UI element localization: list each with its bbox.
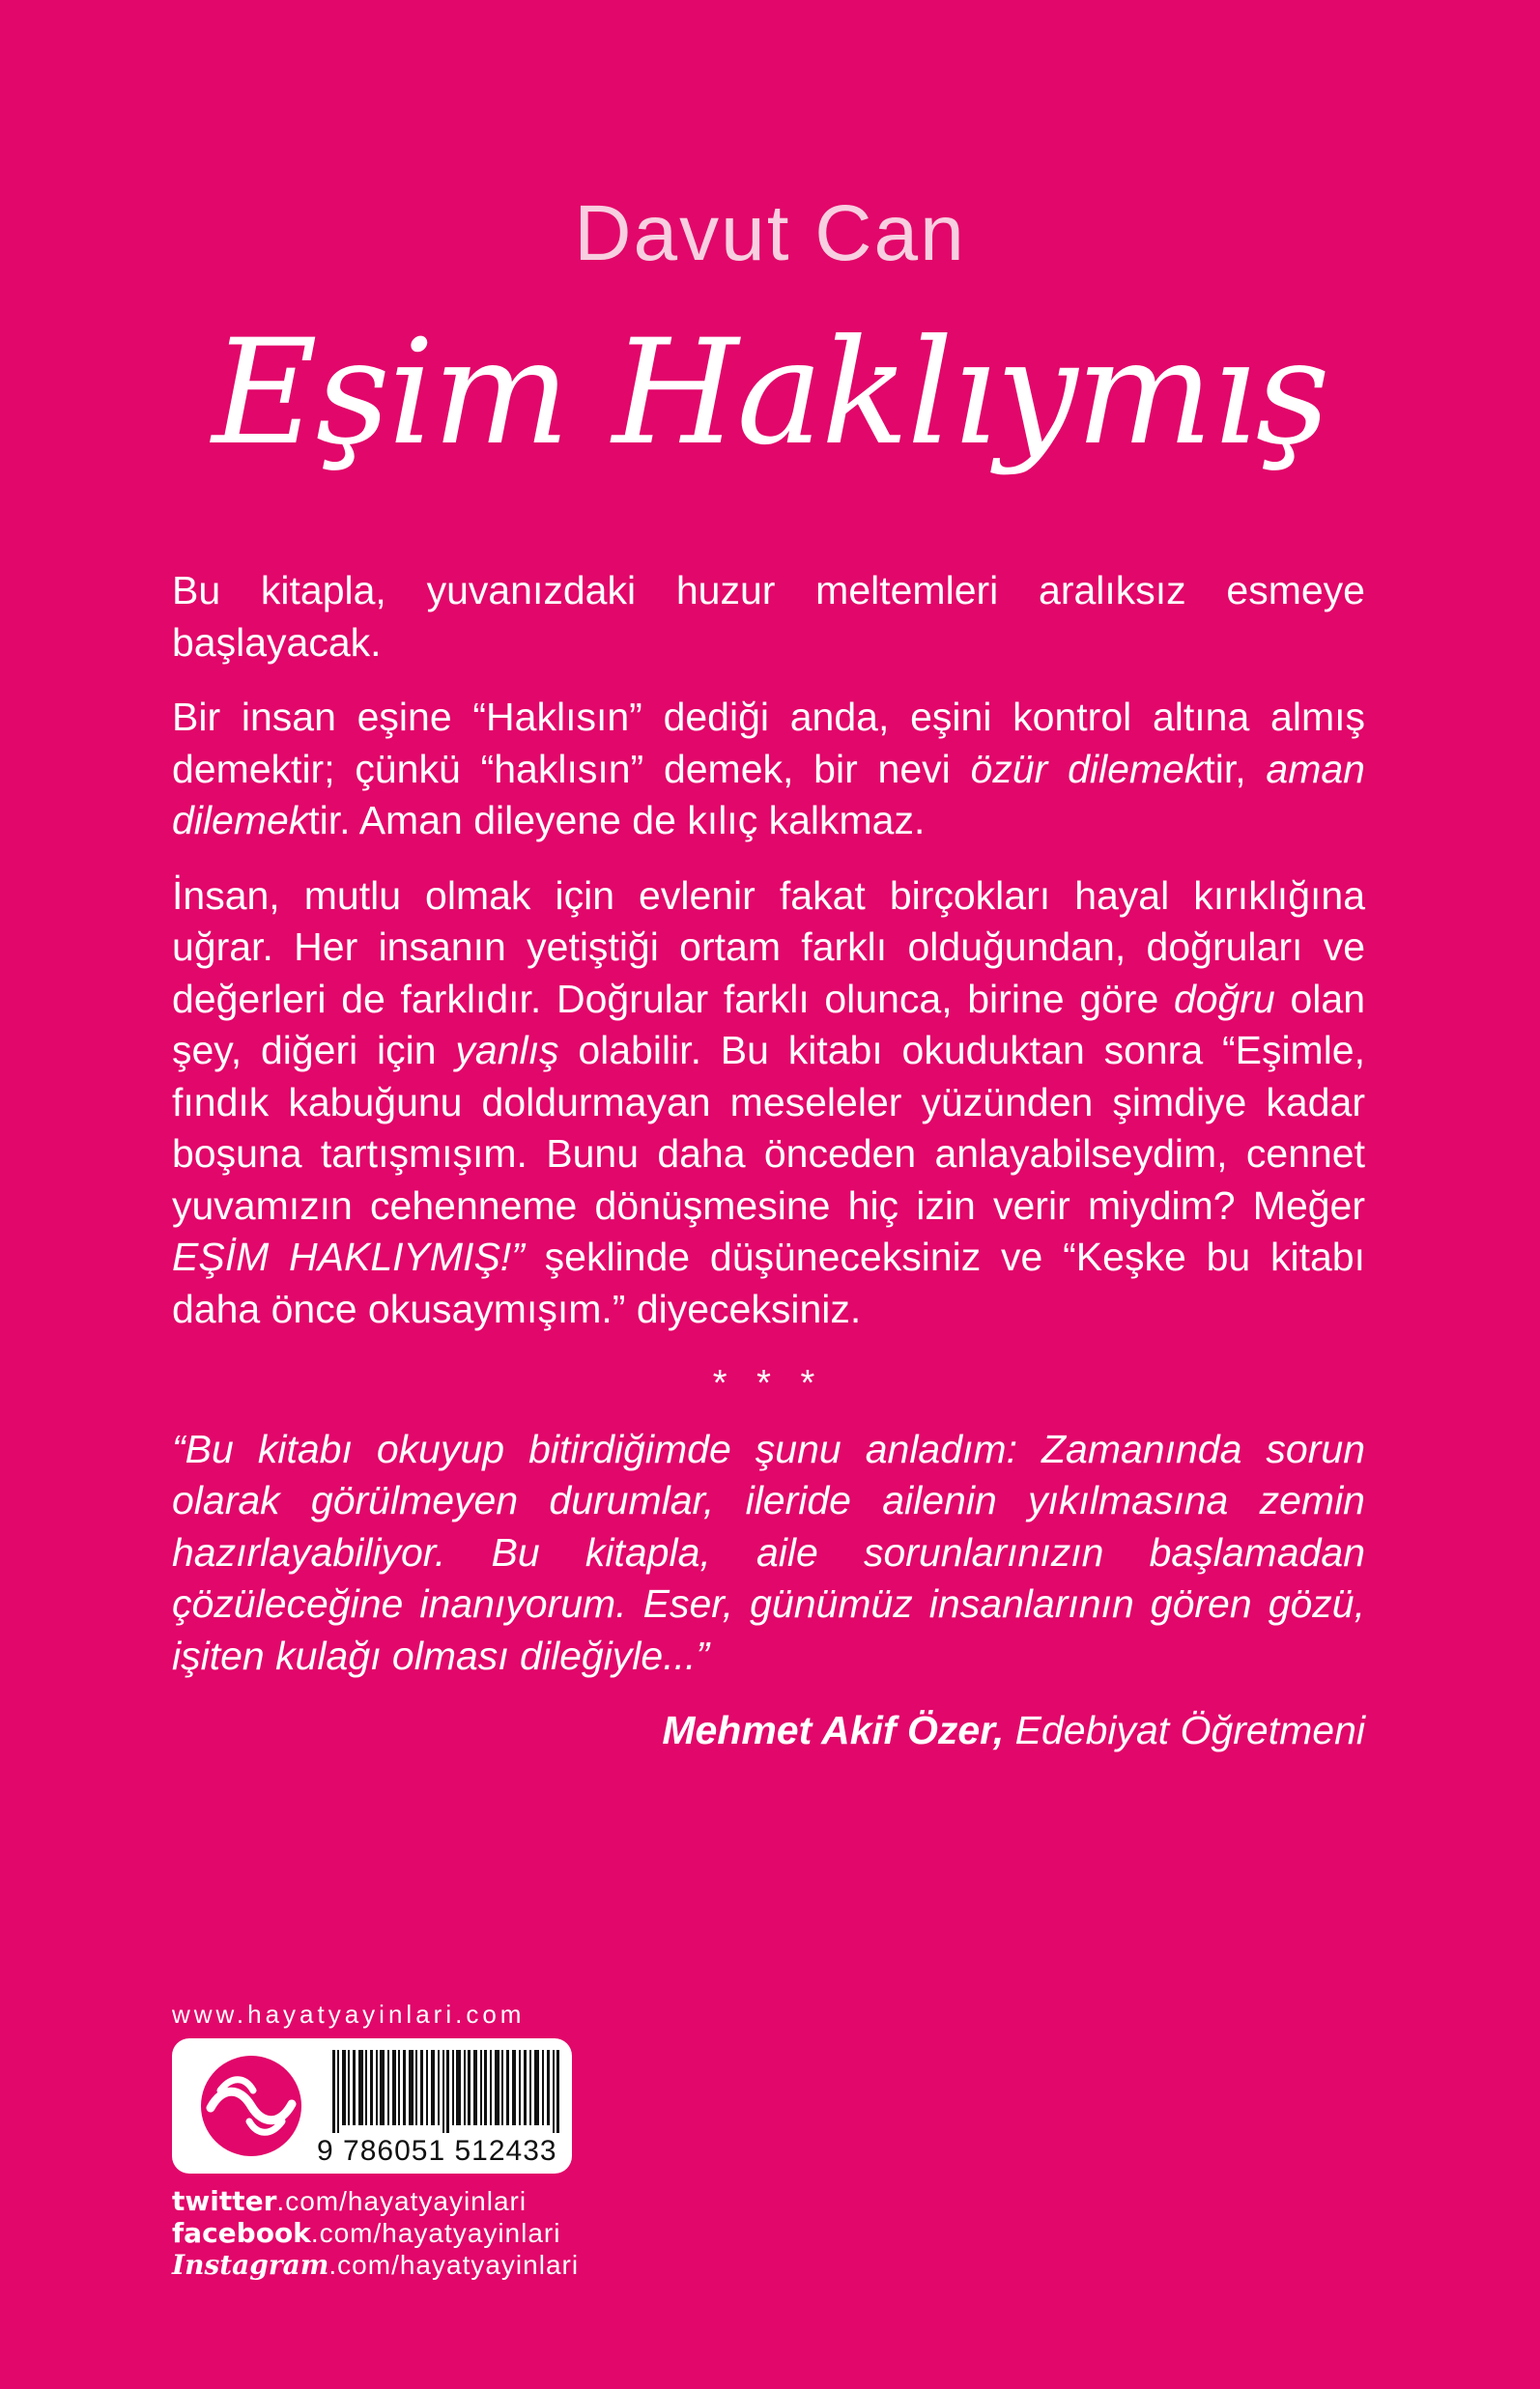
attribution-name: Mehmet Akif Özer, <box>662 1708 1005 1752</box>
social-links <box>172 2185 579 2281</box>
blurb-paragraph-2: Bir insan eşine “Haklısın” dediği anda, eşini kontrol altına almış demektir; çünkü “haklısın” demek, bir nevi özür dilemektir, aman dilemektir. Aman dileyene de kılıç kalkmaz. <box>172 695 1365 842</box>
blurb-paragraph-3: İnsan, mutlu olmak için evlenir fakat birçokları hayal kırıklığına uğrar. Her insanın yetiştiği ortam farklı olduğundan, doğruları ve değerleri de farklıdır. Doğrular farklı olunca, birine göre doğru olan şey, diğeri için yanlış olabilir. Bu kitabı okuduktan sonra “Eşimle, fındık kabuğunu doldurmayan meseleler yüzünden şimdiye kadar boşuna tartışmışım. Bunu daha önceden anlayabilseydim, cennet yuvamızın cehenneme dönüşmesine hiç izin verir miydim? Meğer EŞİM HAKLIYMIŞ!” şeklinde düşüneceksiniz ve “Keşke bu kitabı daha önce okusaymışım.” diyeceksiniz. <box>172 872 1366 1331</box>
hayat-logo-icon <box>193 2048 309 2164</box>
attribution-role: Edebiyat Öğretmeni <box>1004 1708 1365 1752</box>
social-facebook[interactable]: facebook.com/hayatyayinlari <box>172 2217 561 2249</box>
social-instagram[interactable]: Instagram.com/hayatyayinlari <box>172 2249 580 2281</box>
testimonial-quote: “Bu kitabı okuyup bitirdiğimde şunu anladım: Zamanında sorun olarak görülmeyen durumlar, ileride ailenin yıkılmasına zemin hazırlayabiliyor. Bu kitapla, aile sorunlarınızın başlamadan çözüleceğine inanıyorum. Eser, günümüz insanlarının gören gözü, işiten kulağı olması dileğiyle...” <box>172 1426 1365 1678</box>
publisher-badge <box>172 2038 572 2174</box>
isbn-barcode <box>332 2050 560 2133</box>
author-name: Davut Can <box>574 189 966 277</box>
facebook-icon: facebook <box>172 2217 311 2249</box>
section-separator: * * * <box>712 1363 825 1404</box>
twitter-icon: twitter <box>172 2185 277 2217</box>
book-title: Eşim Haklıymış <box>212 309 1328 477</box>
back-cover-blurb <box>172 565 1365 1757</box>
social-twitter[interactable]: twitter.com/hayatyayinlari <box>172 2185 528 2217</box>
blurb-paragraph-1: Bu kitapla, yuvanızdaki huzur meltemleri aralıksız esmeye başlayacak. <box>172 568 1365 665</box>
isbn-number: 9 786051 512433 <box>317 2135 557 2167</box>
publisher-website[interactable]: www.hayatyayinlari.com <box>172 2000 526 2029</box>
testimonial-attribution <box>172 1705 1365 1757</box>
instagram-icon: Instagram <box>172 2249 329 2281</box>
